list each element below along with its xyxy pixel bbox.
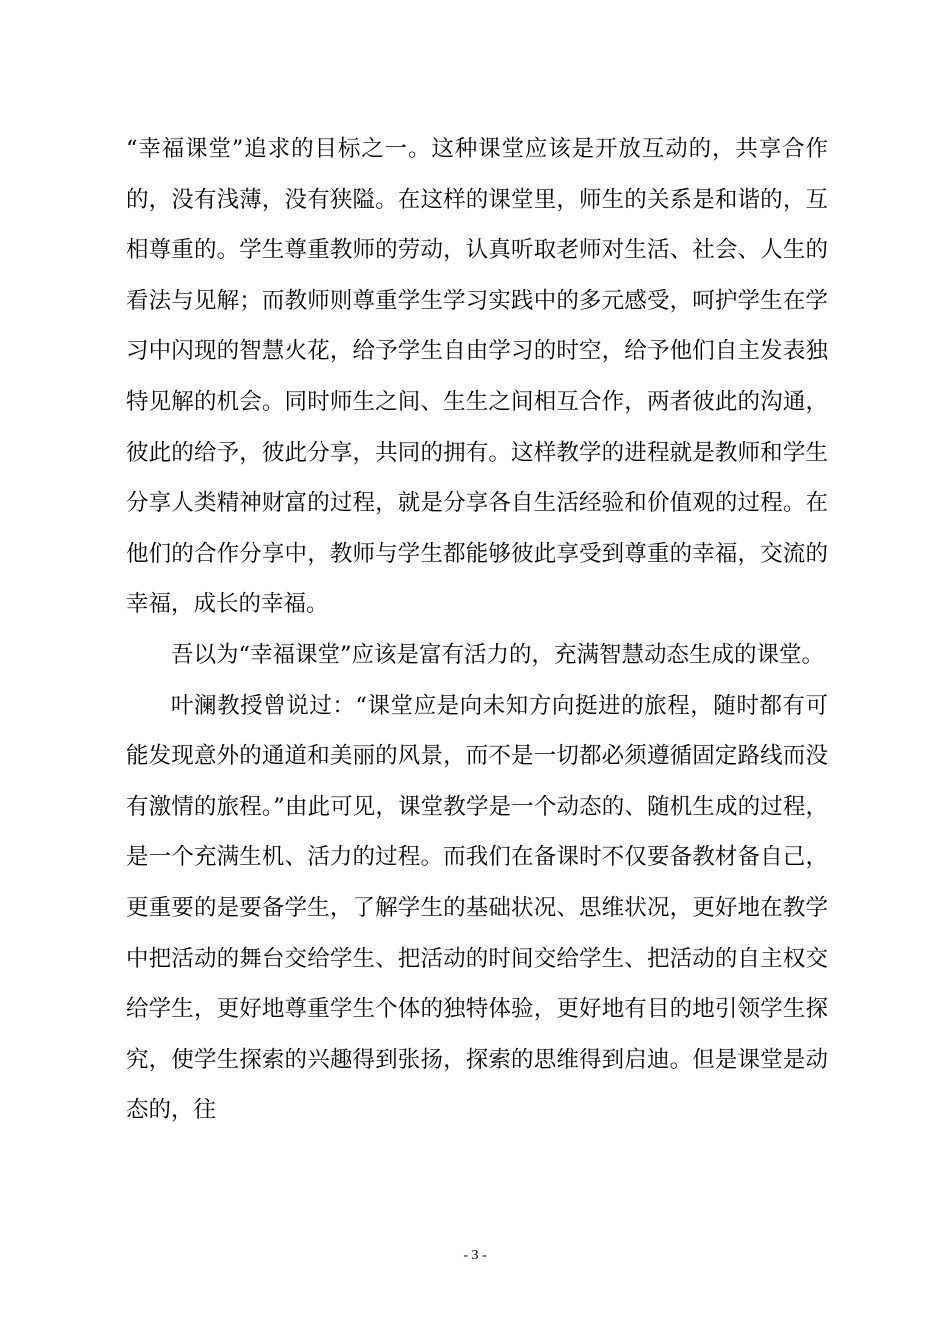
page-number: - 3 - [463,1248,487,1263]
paragraph-2: 吾以为“幸福课堂”应该是富有活力的，充满智慧动态生成的课堂。 [171,641,825,668]
body-text [126,124,828,1136]
paragraph-1: “幸福课堂”追求的目标之一。这种课堂应该是开放互动的，共享合作的，没有浅薄，没有狭隘。在这样的课堂里，师生的关系是和谐的，互相尊重的。学生尊重教师的劳动，认真听取老师对生活、社会、人生的看法与见解；而教师则尊重学生学习实践中的多元感受，呵护学生在学习中闪现的智慧火花，给予学生自由学习的时空，给予他们自主发表独特见解的机会。同时师生之间、生生之间相互合作，两者彼此的沟通，彼此的给予，彼此分享，共同的拥有。这样教学的进程就是教师和学生分享人类精神财富的过程，就是分享各自生活经验和价值观的过程。在他们的合作分享中，教师与学生都能够彼此享受到尊重的幸福，交流的幸福，成长的幸福。 [126,136,828,618]
paragraph-3: 叶澜教授曾说过：“课堂应是向未知方向挺进的旅程，随时都有可能发现意外的通道和美丽的风景，而不是一切都必须遵循固定路线而没有激情的旅程。”由此可见，课堂教学是一个动态的、随机生成的过程，是一个充满生机、活力的过程。而我们在备课时不仅要备教材备自己，更重要的是要备学生，了解学生的基础状况、思维状况，更好地在教学中把活动的舞台交给学生、把活动的时间交给学生、把活动的自主权交给学生，更好地尊重学生个体的独特体验，更好地有目的地引领学生探究，使学生探索的兴趣得到张扬，探索的思维得到启迪。但是课堂是动态的，往 [126,692,828,1124]
